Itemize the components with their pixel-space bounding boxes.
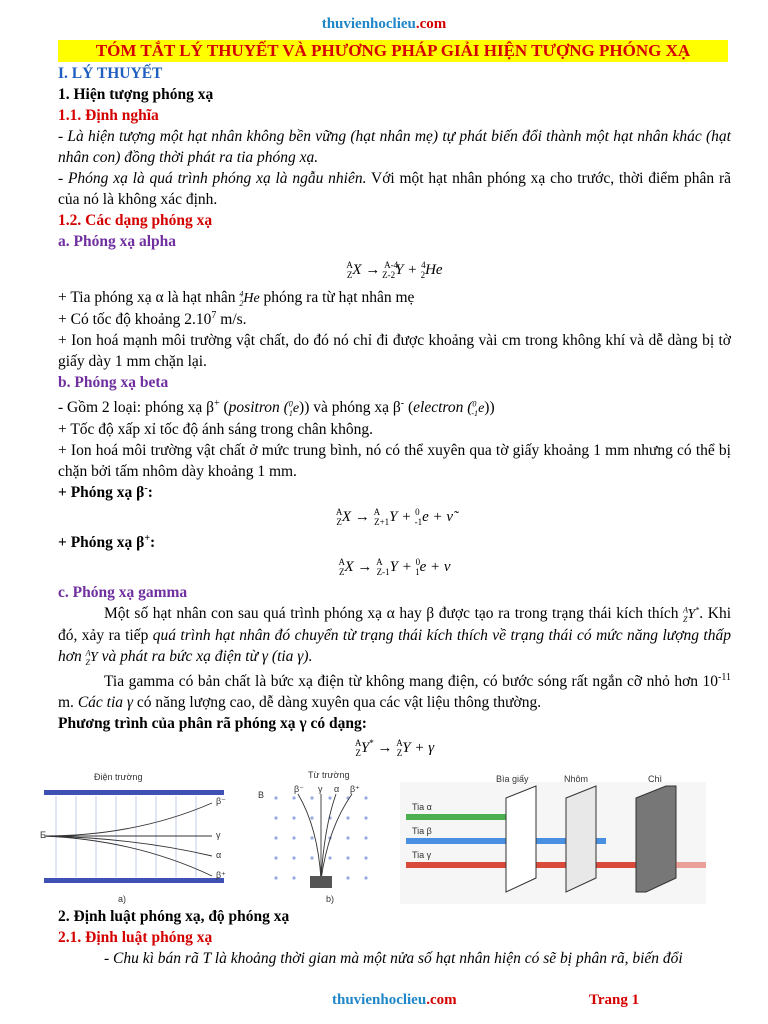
fig-a-plate-top <box>44 790 224 795</box>
fig-b-beam-label-1: β⁻ <box>294 784 304 794</box>
fig-a-beam-label-2: γ <box>216 830 221 840</box>
fig-b-caption: b) <box>326 894 335 904</box>
fig-a-title: Điện trường <box>94 772 143 782</box>
fig-b-beam-label-4: β⁺ <box>350 784 360 794</box>
fig-c-beta-label: Tia β <box>412 826 432 836</box>
section-heading-law: 2. Định luật phóng xạ, độ phóng xạ <box>58 908 290 925</box>
header-site-link[interactable] <box>0 16 768 33</box>
subheading-beta: b. Phóng xạ beta <box>58 374 169 391</box>
beta-plus-equation: $^A_Z$X → $^A_{Z-1}$Y + $^0_1$e + ν <box>338 557 451 577</box>
radiation-figures <box>36 768 736 908</box>
beta-plus-label: + Phóng xạ β+: <box>58 532 156 551</box>
fig-b-source <box>310 876 332 888</box>
definition-paragraph-2 <box>58 168 731 210</box>
fig-c-alpha-label: Tia α <box>412 802 432 812</box>
footer-site-link[interactable] <box>332 992 457 1009</box>
definition-italic-text: - Phóng xạ là quá trình phóng xạ là ngẫu nhiên. <box>58 170 367 187</box>
beta-bullet-2: + Ion hoá môi trường vật chất ở mức trung bình, nó có thể xuyên qua tờ giấy khoảng 1 mm nhưng có thể bị chặn bởi tấm nhôm dày khoảng 1 mm. <box>58 442 731 480</box>
fig-a-beam-label-4: β⁺ <box>216 870 226 880</box>
fig-c-aluminium-sheet <box>566 786 596 892</box>
definition-rest-text: Với một hạt nhân phóng xạ cho trước, thời điểm phân rã của nó là không xác định. <box>58 170 731 208</box>
fig-b-title: Từ trường <box>308 770 350 780</box>
fig-b-beams <box>298 794 352 880</box>
footer-site-tld[interactable]: .com <box>426 992 457 1008</box>
beta-minus-label: + Phóng xạ β-: <box>58 482 153 501</box>
fig-c-gamma-label: Tia γ <box>412 850 432 860</box>
gamma-paragraph-1: Một số hạt nhân con sau quá trình phóng xạ α hay β được tạo ra trong trạng thái kích thích $^A_Z$Y*. Khi đó, xảy ra tiếp quá trình hạt nhân đó chuyển từ trạng thái kích thích về trạng thái có mức năng lượng thấp hơn $^A_Z$Y và phát ra bức xạ điện từ γ (tia γ). <box>58 605 732 667</box>
header-site-name[interactable]: thuvienhoclieu <box>321 16 416 32</box>
fig-c-al-label: Nhôm <box>564 774 589 784</box>
footer-site-name[interactable]: thuvienhoclieu <box>332 992 427 1008</box>
subheading-law: 2.1. Định luật phóng xạ <box>58 929 213 946</box>
alpha-equation: $^A_Z$X → $^{A-4}_{Z-2}$Y + $^4_2$He <box>346 260 443 280</box>
document-title: TÓM TẮT LÝ THUYẾT VÀ PHƯƠNG PHÁP GIẢI HIỆN TƯỢNG PHÓNG XẠ <box>58 40 728 62</box>
subheading-alpha: a. Phóng xạ alpha <box>58 233 177 250</box>
radiation-figures-svg <box>36 768 736 908</box>
fig-c-pb-label: Chì <box>648 774 663 784</box>
page-number: Trang 1 <box>589 992 640 1008</box>
gamma-paragraph-2: Tia gamma có bản chất là bức xạ điện từ không mang điện, có bước sóng rất ngắn cỡ nhỏ hơn $10^{-11}$ m. Các tia γ có năng lượng cao, dễ dàng xuyên qua các vật liệu thông thường. <box>58 671 731 711</box>
fig-b-beam-label-2: γ <box>318 784 323 794</box>
fig-c-lead-sheet <box>636 786 676 892</box>
fig-a-plate-bottom <box>44 878 224 883</box>
subheading-definition: 1.1. Định nghĩa <box>58 107 159 124</box>
fig-c-paper-label: Bìa giấy <box>496 774 529 784</box>
beta-bullet-1: + Tốc độ xấp xỉ tốc độ ánh sáng trong chân không. <box>58 421 373 438</box>
alpha-bullet-3: + Ion hoá mạnh môi trường vật chất, do đó nó chỉ đi được khoảng vài cm trong không khí và dễ dàng bị tờ giấy dày 1 mm chặn lại. <box>58 332 731 370</box>
fig-c-gamma-beam-exit <box>676 862 706 868</box>
fig-c-paper-sheet <box>506 786 536 892</box>
subheading-gamma: c. Phóng xạ gamma <box>58 584 188 601</box>
fig-a-beam-label-3: α <box>216 850 222 860</box>
subheading-types: 1.2. Các dạng phóng xạ <box>58 212 213 229</box>
fig-c-alpha-beam <box>406 814 516 820</box>
fig-a-field-label: E <box>40 830 47 840</box>
beta-minus-equation: $^A_Z$X → $^A_{Z+1}$Y + $^0_{-1}$e + ν̃ <box>335 507 454 527</box>
beta-types-line: - Gồm 2 loại: phóng xạ β+ (positron ($^0_1$e)) và phóng xạ β- (electron ($^0_{-1}$e)) <box>58 397 495 418</box>
fig-a-beam-label-1: β⁻ <box>216 796 226 806</box>
gamma-equation: $^A_Z$Y* → $^A_Z$Y + γ <box>354 738 435 758</box>
header-site-tld[interactable]: .com <box>415 16 447 32</box>
section-2-body <box>58 906 731 969</box>
subheading-radioactivity: 1. Hiện tượng phóng xạ <box>58 86 214 103</box>
alpha-bullet-1: + Tia phóng xạ α là hạt nhân $^4_2$He phóng ra từ hạt nhân mẹ <box>58 289 415 308</box>
fig-b-beam-label-3: α <box>334 784 340 794</box>
gamma-equation-heading: Phương trình của phân rã phóng xạ γ có dạng: <box>58 715 367 732</box>
alpha-bullet-2: + Có tốc độ khoảng 2.10$^7$ m/s. <box>58 309 247 328</box>
helium-nucleus: $^4_2$He <box>239 289 260 308</box>
fig-a-caption: a) <box>118 894 127 904</box>
section-heading-theory: I. LÝ THUYẾT <box>58 65 163 82</box>
fig-b-field-label: B <box>258 790 265 800</box>
definition-paragraph-1: - Là hiện tượng một hạt nhân không bền vững (hạt nhân mẹ) tự phát biến đổi thành một hạt nhân khác (hạt nhân con) đồng thời phát ra tia phóng xạ. <box>58 128 731 166</box>
document-body <box>58 63 731 763</box>
half-life-paragraph: - Chu kì bán rã T là khoảng thời gian mà một nửa số hạt nhân hiện có sẽ bị phân rã, biến đổi <box>104 950 683 967</box>
